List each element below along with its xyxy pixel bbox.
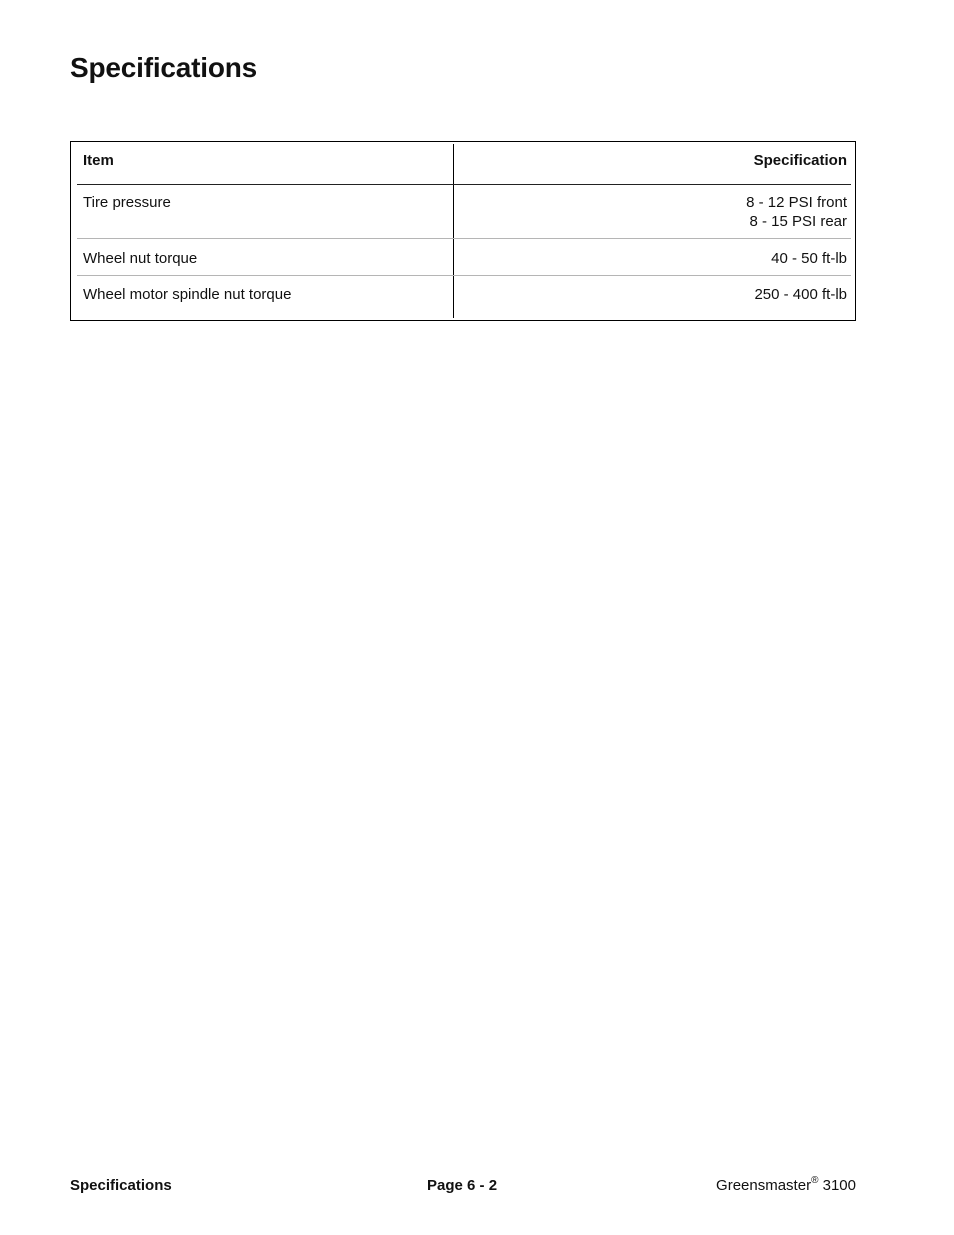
- row-spec-value: 250 - 400 ft-lb: [754, 286, 847, 303]
- spec-table: [70, 141, 856, 321]
- registered-mark: ®: [811, 1175, 819, 1186]
- page-title: Specifications: [70, 52, 258, 83]
- header-rule: [77, 184, 851, 185]
- footer-model: 3100: [822, 1177, 856, 1194]
- row-spec-value: [746, 193, 847, 231]
- row-item-label: Wheel nut torque: [83, 250, 198, 267]
- row-rule: [77, 238, 851, 239]
- column-header-item: Item: [83, 152, 114, 169]
- footer-product-name: Greensmaster: [716, 1177, 812, 1194]
- column-divider: [453, 144, 454, 318]
- footer-page-number: Page 6 - 2: [427, 1177, 498, 1194]
- column-header-specification: Specification: [753, 152, 847, 169]
- footer-section-name: Specifications: [70, 1177, 172, 1194]
- row-item-label: Wheel motor spindle nut torque: [83, 286, 292, 303]
- spec-line: 8 - 12 PSI front: [746, 194, 847, 211]
- row-item-label: Tire pressure: [83, 194, 171, 211]
- row-spec-value: 40 - 50 ft-lb: [771, 250, 847, 267]
- row-rule: [77, 275, 851, 276]
- spec-line: 8 - 15 PSI rear: [749, 213, 847, 230]
- footer-product: [716, 1176, 856, 1195]
